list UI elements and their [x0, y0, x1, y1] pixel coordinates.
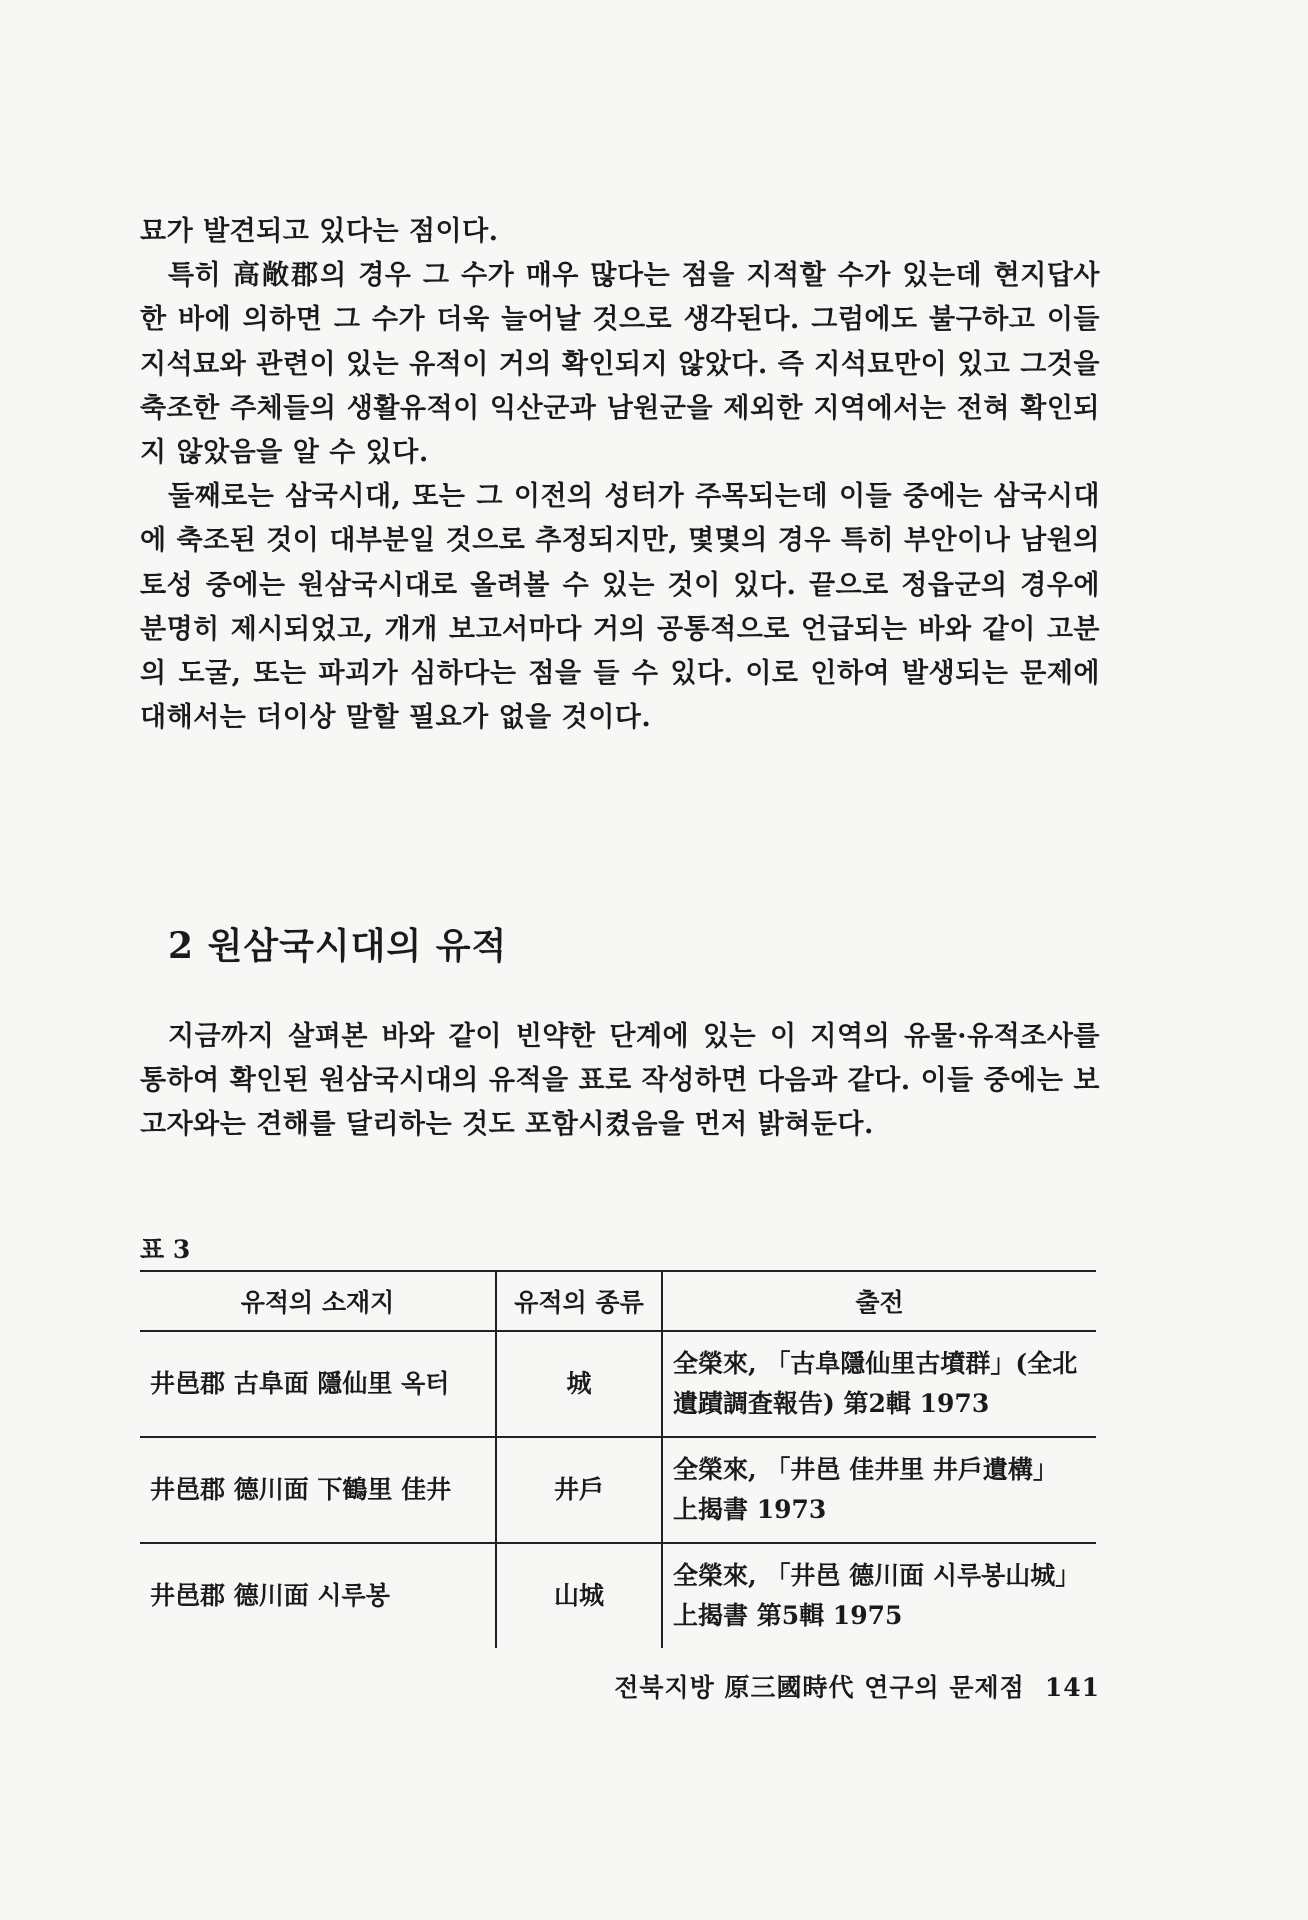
header-location: 유적의 소재지 — [140, 1271, 496, 1331]
cell-type: 城 — [496, 1331, 662, 1437]
paragraph: 묘가 발견되고 있다는 점이다. — [140, 216, 499, 247]
table-row — [140, 1331, 1096, 1437]
cell-source: 全榮來, 「古阜隱仙里古墳群」(全北遺蹟調査報告) 第2輯 1973 — [662, 1331, 1096, 1437]
cell-location: 井邑郡 德川面 下鶴里 佳井 — [140, 1437, 496, 1543]
header-type: 유적의 종류 — [496, 1271, 662, 1331]
table-row — [140, 1437, 1096, 1543]
body-text-top — [140, 210, 1100, 740]
cell-source: 全榮來, 「井邑 佳井里 井戶遺構」 上揭書 1973 — [662, 1437, 1096, 1543]
cell-type: 井戶 — [496, 1437, 662, 1543]
cell-location: 井邑郡 德川面 시루봉 — [150, 1581, 390, 1610]
table-label: 표 3 — [140, 1235, 191, 1264]
paragraph: 지금까지 살펴본 바와 같이 빈약한 단계에 있는 이 지역의 유물·유적조사를 통하여 확인된 원삼국시대의 유적을 표로 작성하면 다음과 같다. 이들 중에는 보고자와는 견해를 달리하는 것도 포함시켰음을 먼저 밝혀둔다. — [140, 1021, 1100, 1141]
paragraph: 둘째로는 삼국시대, 또는 그 이전의 성터가 주목되는데 이들 중에는 삼국시대에 축조된 것이 대부분일 것으로 추정되지만, 몇몇의 경우 특히 부안이나 남원의 토성 중에는 원삼국시대로 올려볼 수 있는 것이 있다. 끝으로 정읍군의 경우에 분명히 제시되었고, 개개 보고서마다 거의 공통적으로 언급되는 바와 같이 고분의 도굴, 또는 파괴가 심하다는 점을 들 수 있다. 이로 인하여 발생되는 문제에 대해서는 더이상 말할 필요가 없을 것이다. — [140, 481, 1100, 734]
cell-type: 山城 — [496, 1543, 662, 1648]
header-source: 출전 — [662, 1271, 1096, 1331]
running-title: 전북지방 原三國時代 연구의 문제점 — [614, 1673, 1025, 1702]
cell-location: 井邑郡 古阜面 隱仙里 옥터 — [140, 1331, 496, 1437]
cell-source: 全榮來, 「井邑 德川面 시루봉山城」 上揭書 第5輯 1975 — [662, 1543, 1096, 1648]
sites-table — [140, 1270, 1096, 1648]
paragraph: 특히 高敞郡의 경우 그 수가 매우 많다는 점을 지적할 수가 있는데 현지답사한 바에 의하면 그 수가 더욱 늘어날 것으로 생각된다. 그럼에도 불구하고 이들 지석묘와 관련이 있는 유적이 거의 확인되지 않았다. 즉 지석묘만이 있고 그것을 축조한 주체들의 생활유적이 익산군과 남원군을 제외한 지역에서는 전혀 확인되지 않았음을 알 수 있다. — [140, 260, 1100, 469]
table-row — [140, 1543, 1096, 1648]
page-number: 141 — [1044, 1673, 1100, 1702]
body-text-bottom — [140, 1015, 1100, 1148]
table-header-row — [140, 1271, 1096, 1331]
page-footer — [610, 1668, 1100, 1704]
section-heading: 2 원삼국시대의 유적 — [168, 925, 508, 967]
